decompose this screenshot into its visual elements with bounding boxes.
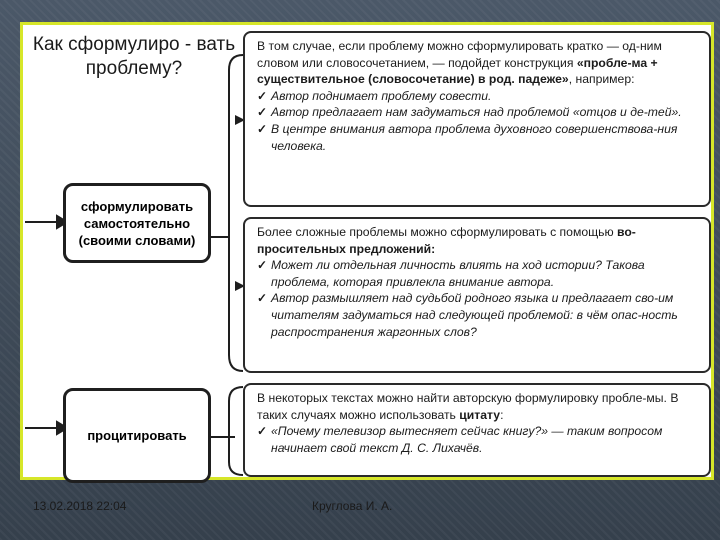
list-item	[257, 121, 701, 154]
list-item	[257, 257, 701, 290]
left-box-own-words-label: сформулировать самостоятельно (своими словами)	[78, 198, 196, 248]
list-item-text: В центре внимания автора проблема духовного совершенствова-ния человека.	[271, 121, 678, 153]
list-item	[257, 88, 701, 105]
panel-questions-list	[257, 257, 701, 340]
left-box-quote	[63, 388, 211, 483]
arrow-in-1	[25, 216, 67, 228]
slide-title: Как сформулиро - вать проблему?	[32, 34, 236, 79]
panel-1-lead-bold: «пробле-ма + существительное (словосочетание) в род. падеже»	[257, 55, 658, 87]
list-item	[257, 423, 701, 456]
bracket-1	[229, 55, 243, 371]
list-item-text: Автор поднимает проблему совести.	[271, 88, 492, 103]
list-item	[257, 104, 701, 121]
slide-frame	[20, 22, 714, 480]
check-icon: ✓	[257, 121, 268, 136]
left-box-quote-label: процитировать	[87, 428, 187, 443]
panel-3-lead-text: В некоторых текстах можно найти авторскую формулировку пробле-мы. В таких случаях можно использовать	[257, 391, 679, 422]
panel-quote	[243, 383, 711, 477]
panel-quote-lead	[257, 390, 701, 423]
check-icon: ✓	[257, 291, 268, 306]
panel-1-lead-end: , например:	[568, 72, 635, 87]
check-icon: ✓	[257, 424, 268, 439]
panel-1-lead-text: В том случае, если проблему можно сформулировать кратко — од-ним словом или словосочетанием, — подойдет конструкция	[257, 39, 662, 70]
check-icon: ✓	[257, 105, 268, 120]
panel-short-form-lead	[257, 38, 701, 88]
panel-short-form	[243, 31, 711, 207]
panel-short-form-list	[257, 88, 701, 154]
panel-quote-list	[257, 423, 701, 456]
left-box-own-words	[63, 183, 211, 263]
panel-3-lead-bold: цитату	[459, 407, 501, 422]
list-item-text: «Почему телевизор вытесняет сейчас книгу?» — таким вопросом начинает свой текст Д. С. Лихачёв.	[271, 424, 663, 455]
bracket-3	[229, 387, 243, 475]
footer-author: Круглова И. А.	[312, 499, 393, 513]
panel-questions-lead	[257, 224, 701, 257]
list-item-text: Автор размышляет над судьбой родного языка и предлагает сво-им читателям задуматься над следующей проблемой: в чём опас-ность распространения жаргонных слов?	[271, 291, 678, 339]
list-item-text: Автор предлагает нам задуматься над проблемой «отцов и де-тей».	[271, 105, 682, 120]
panel-2-lead-bold: во-просительных предложений:	[257, 225, 636, 256]
check-icon: ✓	[257, 258, 268, 273]
panel-2-lead-text: Более сложные проблемы можно сформулировать с помощью	[257, 225, 617, 239]
list-item-text: Может ли отдельная личность влиять на ход истории? Такова проблема, которая привлекла внимание автора.	[271, 258, 645, 289]
panel-3-lead-end: :	[500, 407, 504, 422]
list-item	[257, 290, 701, 340]
footer-date: 13.02.2018 22:04	[33, 499, 127, 513]
arrow-in-2	[25, 422, 67, 434]
panel-questions	[243, 217, 711, 373]
check-icon: ✓	[257, 88, 268, 103]
